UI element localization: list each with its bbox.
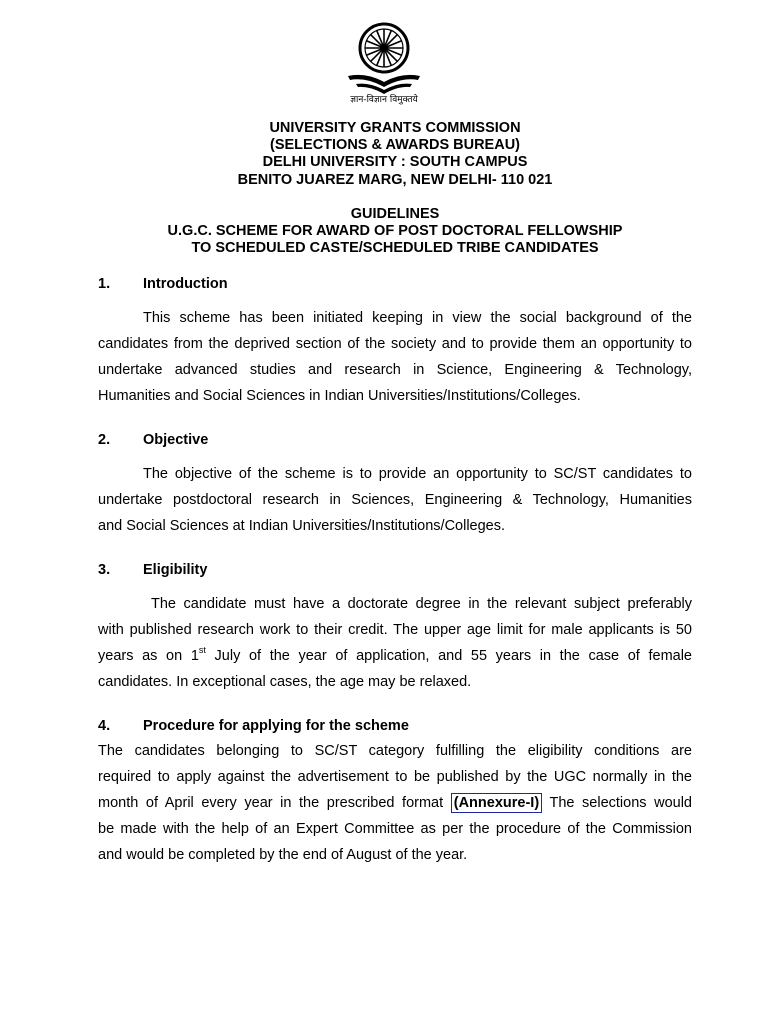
section-number: 4. (98, 718, 111, 734)
paragraph-line: This scheme has been initiated keeping in view the social background of the (143, 310, 692, 326)
paragraph-line: be made with the help of an Expert Committee as per the procedure of the Commission (98, 821, 692, 837)
title-line: U.G.C. SCHEME FOR AWARD OF POST DOCTORAL FELLOWSHIP (167, 223, 623, 240)
paragraph-line: candidates from the deprived section of the society and to provide them an opportunity to (98, 336, 692, 352)
section-number: 3. (98, 562, 111, 578)
superscript-ordinal: st (198, 645, 206, 656)
section-number: 2. (98, 432, 111, 448)
paragraph-line: and Social Sciences at Indian Universities/Institutions/Colleges. (98, 518, 506, 534)
paragraph-line: candidates. In exceptional cases, the age may be relaxed. (98, 674, 472, 690)
paragraph-line: undertake postdoctoral research in Sciences, Engineering & Technology, Humanities (98, 492, 692, 508)
paragraph-line-prefix: years as on 1 (98, 648, 199, 664)
section-heading-introduction (98, 276, 228, 293)
paragraph-line: Humanities and Social Sciences in Indian Universities/Institutions/Colleges. (98, 388, 581, 404)
paragraph-line: The candidate must have a doctorate degree in the relevant subject preferably (151, 596, 692, 612)
title-line: GUIDELINES (350, 206, 440, 222)
document-title (98, 206, 692, 258)
paragraph-line-suffix: The selections would (549, 795, 692, 811)
section-title: Eligibility (143, 562, 208, 578)
section-title: Procedure for applying for the scheme (143, 718, 409, 734)
objective-paragraph (98, 461, 692, 539)
section-heading-procedure (98, 718, 409, 735)
annexure-link[interactable]: (Annexure-I) (451, 793, 542, 813)
header-line: (SELECTIONS & AWARDS BUREAU) (270, 137, 520, 154)
procedure-paragraph (98, 738, 692, 868)
section-title: Objective (143, 432, 209, 448)
paragraph-line: required to apply against the advertisement to be published by the UGC normally in the (98, 769, 692, 785)
header-line: UNIVERSITY GRANTS COMMISSION (269, 120, 521, 136)
section-heading-objective (98, 432, 208, 449)
section-title: Introduction (143, 276, 228, 292)
paragraph-line: The candidates belonging to SC/ST category fulfilling the eligibility conditions are (98, 743, 692, 759)
title-line: TO SCHEDULED CASTE/SCHEDULED TRIBE CANDIDATES (191, 240, 599, 257)
paragraph-line: July of the year of application, and 55 years in the case of female (214, 648, 692, 664)
paragraph-line: with published research work to their credit. The upper age limit for male applicants is 50 (98, 622, 692, 638)
section-heading-eligibility (98, 562, 207, 579)
section-number: 1. (98, 276, 111, 292)
emblem-motto: ज्ञान-विज्ञान विमुक्तये (350, 95, 418, 105)
header-line: DELHI UNIVERSITY : SOUTH CAMPUS (262, 154, 528, 171)
eligibility-paragraph (98, 591, 692, 695)
header-line: BENITO JUAREZ MARG, NEW DELHI- 110 021 (237, 171, 553, 188)
introduction-paragraph (98, 305, 692, 409)
paragraph-line: and would be completed by the end of August of the year. (98, 847, 468, 863)
paragraph-line: undertake advanced studies and research in Science, Engineering & Technology, (98, 362, 692, 378)
paragraph-line: month of April every year in the prescribed format (98, 795, 444, 811)
organization-header (98, 120, 692, 189)
paragraph-line: The objective of the scheme is to provide an opportunity to SC/ST candidates to (143, 466, 692, 482)
